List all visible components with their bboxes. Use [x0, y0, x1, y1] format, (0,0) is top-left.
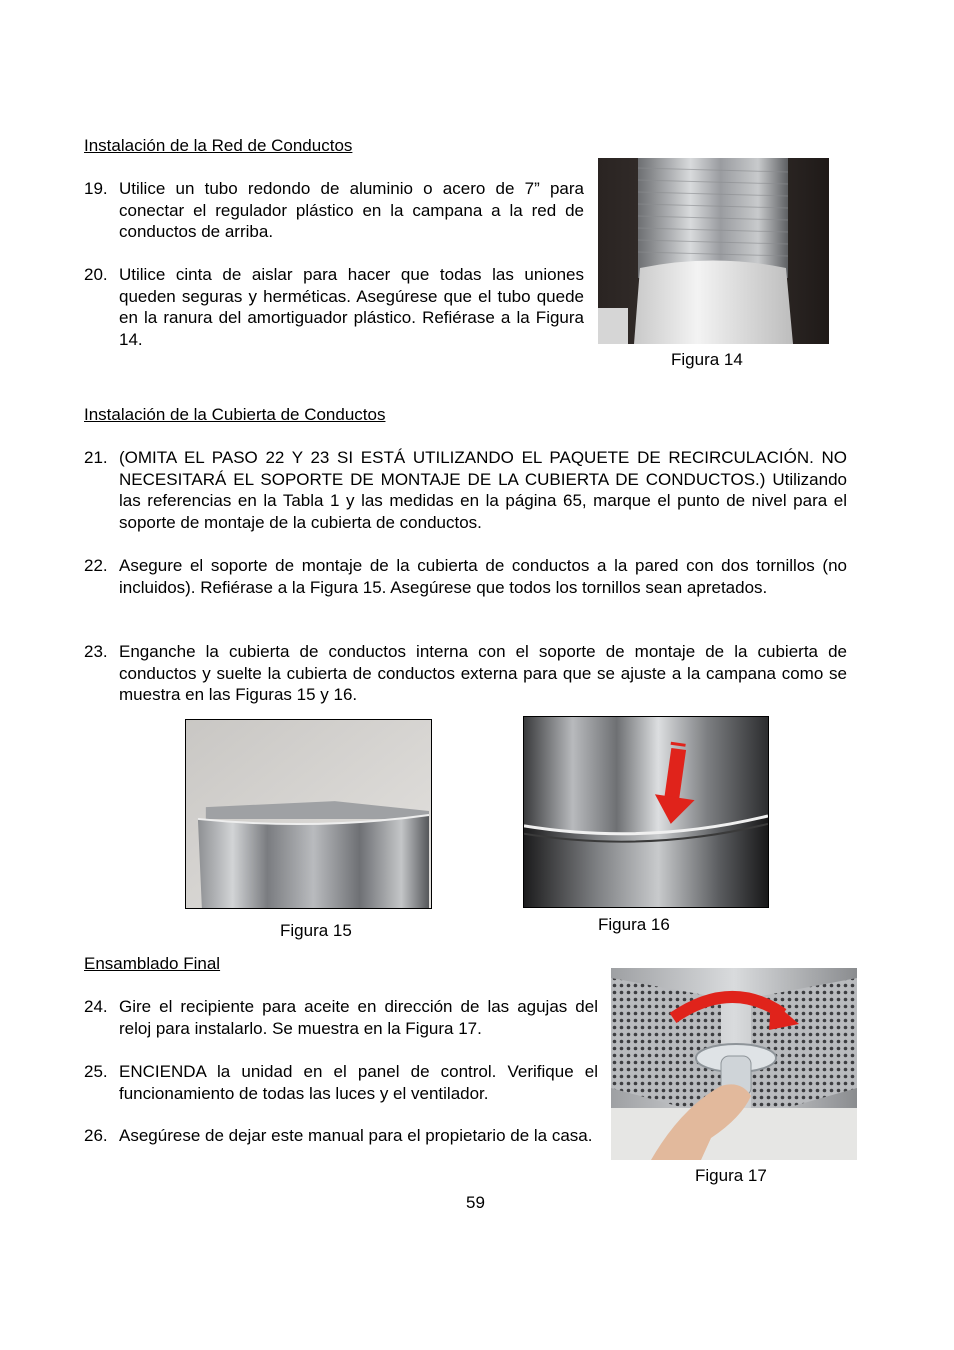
item-number: 21.	[84, 448, 108, 467]
list-item-23	[84, 641, 847, 707]
item-text: Asegúrese de dejar este manual para el propietario de la casa.	[119, 1126, 593, 1145]
item-number: 22.	[84, 556, 108, 575]
list-item-26	[84, 1125, 598, 1169]
item-text: Asegure el soporte de montaje de la cubierta de conductos a la pared con dos tornillos (no incluidos). Refiérase a la Figura 15. Asegúrese que todos los tornillos sean apretados.	[119, 556, 847, 597]
item-text: ENCIENDA la unidad en el panel de control. Verifique el funcionamiento de todas las luces y el ventilador.	[119, 1062, 598, 1103]
item-text: Utilice un tubo redondo de aluminio o acero de 7” para conectar el regulador plástico en la campana a la red de conductos de arriba.	[119, 179, 584, 241]
item-number: 25.	[84, 1062, 108, 1081]
item-text: Gire el recipiente para aceite en dirección de las agujas del reloj para instalarlo. Se muestra en la Figura 17.	[119, 997, 598, 1038]
figure-16-duct-cover-arrow-photo	[523, 716, 769, 908]
figure-15-duct-cover-photo	[185, 719, 432, 909]
figure-14-duct-pipe-photo	[598, 158, 829, 344]
figure-17-caption: Figura 17	[695, 1166, 767, 1185]
item-text: Enganche la cubierta de conductos interna con el soporte de montaje de la cubierta de conductos y suelte la cubierta de conductos externa para que se ajuste a la campana como se muestra en las Figuras 15 y 16.	[119, 642, 847, 704]
item-number: 26.	[84, 1126, 108, 1145]
item-number: 19.	[84, 179, 108, 198]
list-item-20	[84, 264, 584, 352]
item-number: 23.	[84, 642, 108, 661]
figure-15-caption: Figura 15	[280, 921, 352, 940]
figure-14-caption: Figura 14	[671, 350, 743, 369]
section-heading-ensamblado-final: Ensamblado Final	[84, 954, 221, 973]
list-item-25	[84, 1061, 598, 1105]
item-text: (OMITA EL PASO 22 Y 23 SI ESTÁ UTILIZANDO EL PAQUETE DE RECIRCULACIÓN. NO NECESITARÁ EL SOPORTE DE MONTAJE DE LA CUBIERTA DE CONDUCTOS.) Utilizando las referencias en la Tabla 1 y las medidas en la página 65, marque el punto de nivel para el soporte de montaje de la cubierta de conductos.	[119, 448, 847, 532]
page-number: 59	[466, 1193, 485, 1212]
item-number: 20.	[84, 265, 108, 284]
section-heading-cubierta-conductos: Instalación de la Cubierta de Conductos	[84, 405, 386, 424]
figure-17-grease-cup-photo	[611, 968, 857, 1160]
list-item-22	[84, 555, 847, 621]
section-heading-red-conductos: Instalación de la Red de Conductos	[84, 136, 353, 155]
list-item-21	[84, 447, 847, 535]
list-item-24	[84, 996, 598, 1040]
item-number: 24.	[84, 997, 108, 1016]
item-text: Utilice cinta de aislar para hacer que todas las uniones queden seguras y herméticas. Asegúrese que el tubo quede en la ranura del amortiguador plástico. Refiérase a la Figura 14.	[119, 265, 584, 349]
list-item-19	[84, 178, 584, 244]
figure-16-caption: Figura 16	[598, 915, 670, 934]
